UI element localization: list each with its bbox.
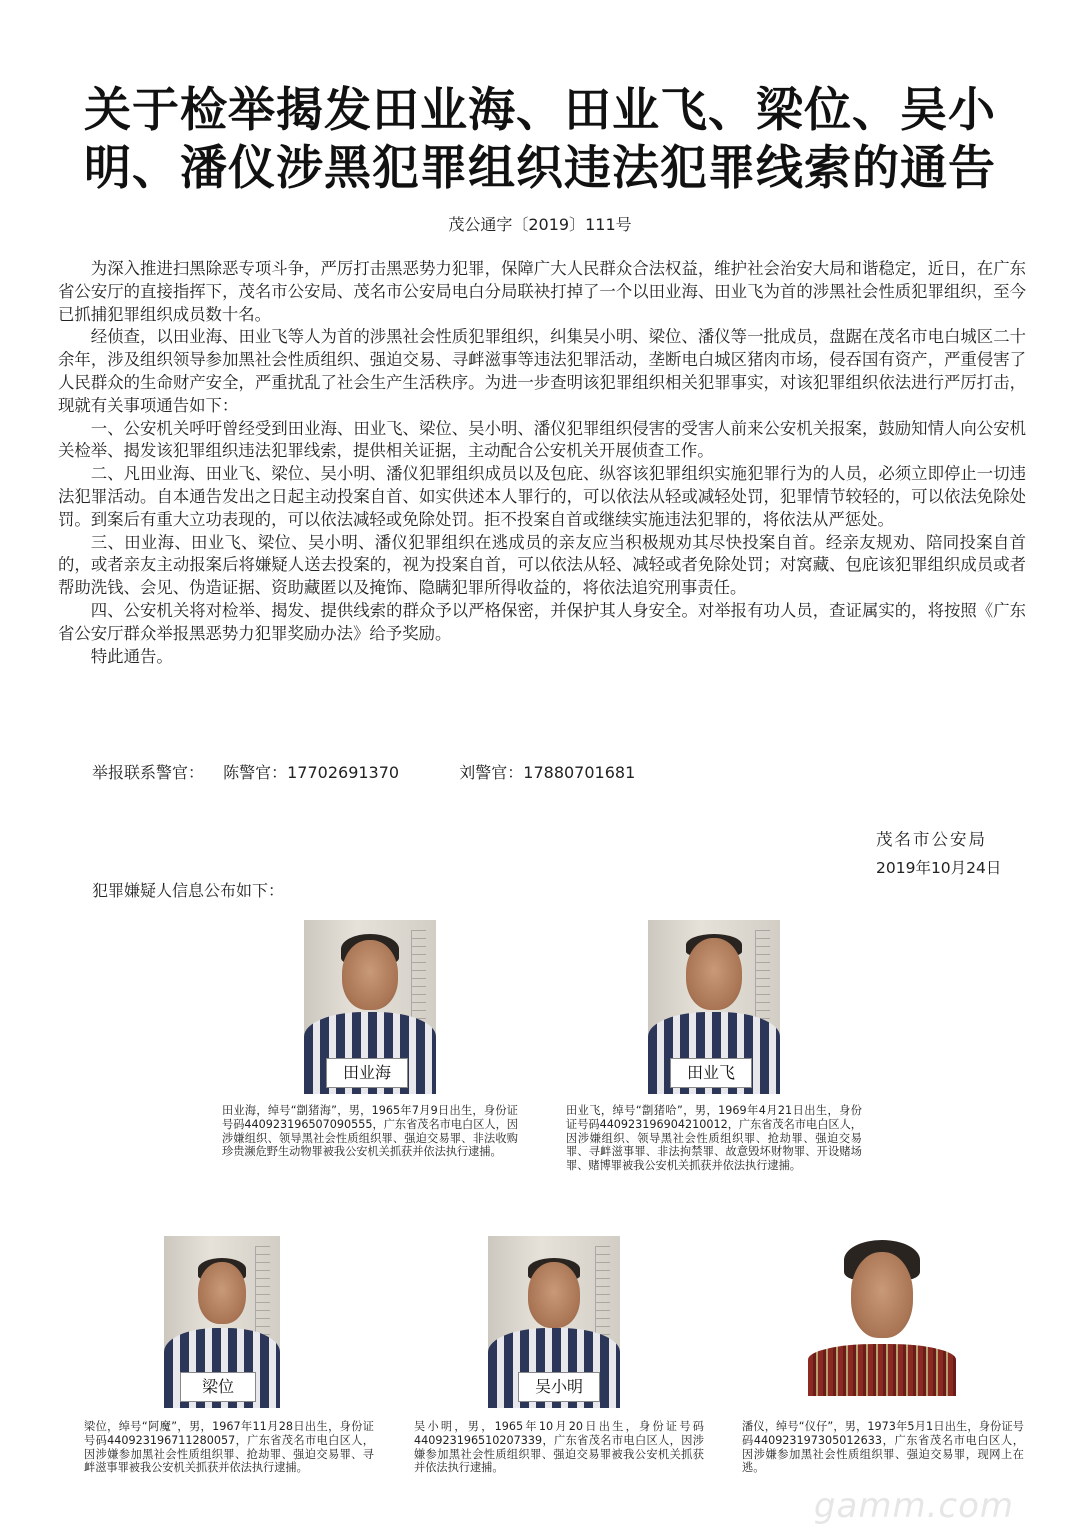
paragraph: 一、公安机关呼吁曾经受到田业海、田业飞、梁位、吴小明、潘仪犯罪组织侵害的受害人前来公安机关报案，鼓励知情人向公安机关检举、揭发该犯罪组织违法犯罪线索，提供相关证据，主动配合公安机关开展侦查工作。 [58,418,1026,461]
suspect-photo-5 [808,1236,956,1396]
contact-label: 举报联系警官： [92,763,205,782]
suspects-heading: 犯罪嫌疑人信息公布如下： [92,881,285,900]
paragraph: 为深入推进扫黑除恶专项斗争，严厉打击黑恶势力犯罪，保障广大人民群众合法权益，维护社会治安大局和谐稳定，近日，在广东省公安厅的直接指挥下，茂名市公安局、茂名市公安局电白分局联袂打掉了一个以田业海、田业飞为首的涉黑社会性质犯罪组织，至今已抓捕犯罪组织成员数十名。 [58,259,1026,324]
name-plate: 吴小明 [518,1372,600,1402]
paragraph-closing: 特此通告。 [90,646,173,666]
suspect-photo-4 [488,1236,620,1408]
suspect-caption-1: 田业海，绰号“劏猪海”，男，1965年7月9日出生，身份证号码440923196507090555，广东省茂名市电白区人，因涉嫌组织、领导黑社会性质组织罪、强迫交易罪、非法收购珍贵濒危野生动物罪被我公安机关抓获并依法执行逮捕。 [222,1104,518,1159]
suspect-photo-1 [304,920,436,1094]
suspect-caption-2: 田业飞，绰号“劏猪哈”，男，1969年4月21日出生，身份证号码440923196904210012，广东省茂名市电白区人，因涉嫌组织、领导黑社会性质组织罪、抢劫罪、强迫交易罪、寻衅滋事罪、非法拘禁罪、故意毁坏财物罪、开设赌场罪、赌博罪被我公安机关抓获并依法执行逮捕。 [566,1104,862,1173]
signature-org: 茂名市公安局 [876,830,987,849]
suspect-caption-4: 吴小明，男，1965年10月20日出生，身份证号码440923196510207339，广东省茂名市电白区人，因涉嫌参加黑社会性质组织罪、强迫交易罪被我公安机关抓获并依法执行逮捕。 [414,1420,704,1475]
paragraph: 经侦查，以田业海、田业飞等人为首的涉黑社会性质犯罪组织，纠集吴小明、梁位、潘仪等一批成员，盘踞在茂名市电白城区二十余年，涉及组织领导参加黑社会性质组织、强迫交易、寻衅滋事等违法犯罪活动，垄断电白城区猪肉市场，侵吞国有资产，严重侵害了人民群众的生命财产安全，严重扰乱了社会生产生活秩序。为进一步查明该犯罪组织相关犯罪事实，对该犯罪组织依法进行严厉打击，现就有关事项通告如下： [58,327,1026,415]
paragraph: 四、公安机关将对检举、揭发、提供线索的群众予以严格保密，并保护其人身安全。对举报有功人员，查证属实的，将按照《广东省公安厅群众举报黑恶势力犯罪奖励办法》给予奖励。 [58,600,1026,643]
paragraph: 三、田业海、田业飞、梁位、吴小明、潘仪犯罪组织在逃成员的亲友应当积极规劝其尽快投案自首。经亲友规劝、陪同投案自首的，或者亲友主动报案后将嫌疑人送去投案的，视为投案自首，可以依法从轻、减轻或者免除处罚；对窝藏、包庇该犯罪组织成员或者帮助洗钱、会见、伪造证据、资助藏匿以及掩饰、隐瞒犯罪所得收益的，将依法追究刑事责任。 [58,532,1026,598]
suspect-caption-5: 潘仪，绰号“仪仔”，男，1973年5月1日出生，身份证号码440923197305012633，广东省茂名市电白区人，因涉嫌参加黑社会性质组织罪、强迫交易罪，现网上在逃。 [742,1420,1024,1475]
notice-title: 关于检举揭发田业海、田业飞、梁位、吴小明、潘仪涉黑犯罪组织违法犯罪线索的通告 [84,83,996,196]
name-plate: 田业海 [326,1058,408,1088]
suspect-caption-3: 梁位，绰号“阿魔”，男，1967年11月28日出生，身份证号码440923196711280057，广东省茂名市电白区人，因涉嫌参加黑社会性质组织罪、抢劫罪、强迫交易罪、寻衅滋事罪被我公安机关抓获并依法执行逮捕。 [84,1420,374,1475]
contact-officer-liu: 刘警官：17880701681 [459,763,636,782]
document-number: 茂公通字〔2019〕111号 [448,215,632,234]
signature-date: 2019年10月24日 [876,859,1002,877]
suspect-photo-2 [648,920,780,1094]
contact-line [92,760,649,783]
contact-officer-chen: 陈警官：17702691370 [223,763,400,782]
notice-body [58,258,1026,668]
paragraph: 二、凡田业海、田业飞、梁位、吴小明、潘仪犯罪组织成员以及包庇、纵容该犯罪组织实施犯罪行为的人员，必须立即停止一切违法犯罪活动。自本通告发出之日起主动投案自首、如实供述本人罪行的，可以依法从轻或减轻处罚，犯罪情节较轻的，可以依法免除处罚。到案后有重大立功表现的，可以依法减轻或免除处罚。拒不投案自首或继续实施违法犯罪的，将依法从严惩处。 [58,464,1026,529]
suspect-photo-3 [164,1236,280,1408]
name-plate: 梁位 [180,1372,256,1402]
name-plate: 田业飞 [670,1058,752,1088]
watermark: gamm.com [813,1486,1014,1526]
